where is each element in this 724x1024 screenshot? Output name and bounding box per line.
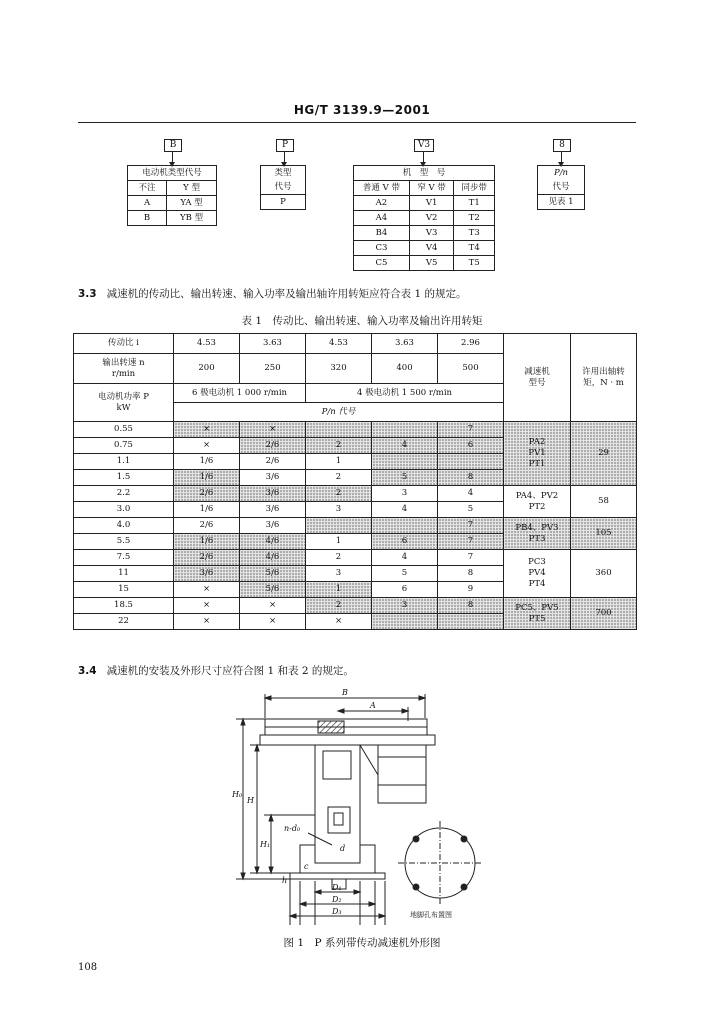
pn-cell	[306, 518, 372, 534]
reducer-group-4	[504, 550, 571, 598]
pn-cell: ×	[174, 422, 240, 438]
motor-type-cell: B	[128, 211, 167, 226]
power-label	[74, 384, 174, 422]
pn-cell: 2	[306, 486, 372, 502]
pn-cell: 2/6	[174, 550, 240, 566]
pn-cell: 3/6	[240, 502, 306, 518]
reducer-group-3	[504, 518, 571, 550]
dim-label-d3: D₃	[332, 907, 342, 916]
type-code-value: P	[261, 195, 306, 210]
power-cell: 18.5	[74, 598, 174, 614]
power-cell: 0.55	[74, 422, 174, 438]
pn-cell: 5	[372, 470, 438, 486]
motor-4pole-label: 4 极电动机 1 500 r/min	[306, 384, 504, 403]
pn-code-value: 见表 1	[538, 195, 585, 210]
motor-type-header: 电动机类型代号	[128, 166, 217, 181]
power-cell: 15	[74, 582, 174, 598]
pn-code-table	[537, 165, 585, 210]
pn-cell: 4	[372, 438, 438, 454]
pn-cell: 2/6	[240, 454, 306, 470]
code-box-type: P	[276, 139, 294, 152]
pn-cell: 4	[372, 502, 438, 518]
pn-cell: 8	[438, 566, 504, 582]
pn-code-line1: P/n	[538, 166, 585, 181]
pn-cell: 1	[306, 454, 372, 470]
power-cell: 1.1	[74, 454, 174, 470]
speed-cell: 200	[174, 354, 240, 384]
pn-cell: 3/6	[240, 470, 306, 486]
pn-cell: 1	[306, 534, 372, 550]
power-label-line1: 电动机功率 P	[98, 391, 149, 402]
pn-cell: 2	[306, 438, 372, 454]
figure1-drawing	[220, 685, 510, 930]
section-3-4	[78, 664, 638, 678]
speed-cell: 320	[306, 354, 372, 384]
dim-label-h: H	[247, 796, 254, 805]
pn-cell: 7	[438, 518, 504, 534]
page-number: 108	[78, 962, 98, 973]
pn-cell: 2	[306, 470, 372, 486]
torque-header	[571, 334, 637, 422]
frame-table-header: 机 型 号	[354, 166, 495, 181]
type-code-table	[260, 165, 306, 210]
reducer-header-line2: 型号	[528, 377, 546, 388]
reducer-model-header	[504, 334, 571, 422]
pn-cell: ×	[174, 582, 240, 598]
frame-cell: V5	[409, 256, 454, 271]
pn-cell: ×	[174, 438, 240, 454]
frame-col-header: 普通 V 带	[354, 181, 410, 196]
speed-label-line1: 输出转速 n	[102, 357, 145, 368]
frame-col-header: 窄 V 带	[409, 181, 454, 196]
torque-header-line1: 许用出轴转	[582, 366, 625, 377]
speed-cell: 500	[438, 354, 504, 384]
pn-cell	[372, 518, 438, 534]
reducer-group-1	[504, 422, 571, 486]
arrow-frame	[423, 151, 424, 163]
speed-label-line2: r/min	[111, 368, 136, 379]
torque-group-1: 29	[571, 422, 637, 486]
motor-type-cell: 不注	[128, 181, 167, 196]
power-cell: 11	[74, 566, 174, 582]
ratio-label: 传动比 i	[74, 334, 174, 354]
pn-cell: 6	[438, 438, 504, 454]
code-box-frame: V3	[414, 139, 434, 152]
pn-cell: ×	[174, 614, 240, 630]
pn-cell: 2	[306, 598, 372, 614]
code-box-motor: B	[164, 139, 182, 152]
pn-code-label: P/n 代号	[174, 403, 504, 422]
dim-label-nd0: n-d₀	[284, 824, 301, 833]
section-3-3	[78, 287, 638, 301]
power-cell: 2.2	[74, 486, 174, 502]
power-cell: 7.5	[74, 550, 174, 566]
pn-code-line2: 代号	[538, 180, 585, 195]
reducer-model: PC5、PV5	[515, 602, 559, 613]
code-box-pn: 8	[553, 139, 571, 152]
pn-cell: 3	[372, 486, 438, 502]
reducer-model: PC3	[528, 557, 546, 567]
dim-label-c: c	[304, 862, 309, 871]
arrow-type	[284, 151, 285, 163]
frame-cell: V4	[409, 241, 454, 256]
pn-cell: 3	[306, 502, 372, 518]
bolt-layout-label: 地脚孔布置图	[410, 911, 452, 919]
dim-label-a: A	[370, 701, 376, 710]
dim-label-d2: D₂	[332, 895, 342, 904]
dim-label-h1: H₁	[260, 840, 271, 849]
pn-cell: 5	[372, 566, 438, 582]
pn-cell: ×	[240, 422, 306, 438]
pn-cell: 5/6	[240, 582, 306, 598]
figure1-caption: 图 1 P 系列带传动减速机外形图	[283, 937, 441, 949]
dim-label-b: B	[342, 688, 348, 697]
section-3-3-text: 减速机的传动比、输出转速、输入功率及输出轴许用转矩应符合表 1 的规定。	[106, 288, 467, 300]
motor-type-table	[127, 165, 217, 226]
speed-cell: 400	[372, 354, 438, 384]
reducer-model: PA4、PV2	[515, 490, 559, 501]
pn-cell: 1	[306, 582, 372, 598]
torque-header-line2: 矩，N · m	[583, 377, 624, 388]
pn-cell	[438, 454, 504, 470]
type-code-line1: 类型	[261, 166, 306, 181]
pn-cell	[372, 454, 438, 470]
pn-cell: 1/6	[174, 534, 240, 550]
pn-cell	[372, 614, 438, 630]
pn-cell: 3	[372, 598, 438, 614]
power-cell: 4.0	[74, 518, 174, 534]
pn-cell: 2/6	[174, 518, 240, 534]
pn-cell: 8	[438, 598, 504, 614]
reducer-model: PT1	[528, 459, 546, 469]
frame-cell: V2	[409, 211, 454, 226]
pn-cell: 5	[438, 502, 504, 518]
frame-cell: T1	[454, 196, 495, 211]
section-3-3-number: 3.3	[78, 288, 97, 300]
reducer-group-2	[504, 486, 571, 518]
torque-group-2: 58	[571, 486, 637, 518]
type-code-line2: 代号	[261, 180, 306, 195]
pn-cell: 1/6	[174, 454, 240, 470]
reducer-model: PV4	[528, 568, 546, 578]
pn-cell: 1/6	[174, 502, 240, 518]
reducer-model: PT3	[528, 533, 546, 544]
power-cell: 1.5	[74, 470, 174, 486]
motor-type-cell: Y 型	[167, 181, 217, 196]
pn-cell: 7	[438, 422, 504, 438]
frame-cell: T2	[454, 211, 495, 226]
dim-label-h0: H₀	[232, 790, 243, 799]
pn-cell: 4	[438, 486, 504, 502]
dim-label-small-h: h	[282, 876, 288, 885]
frame-cell: C3	[354, 241, 410, 256]
reducer-model: PA2	[528, 437, 546, 447]
torque-group-4: 360	[571, 550, 637, 598]
pn-cell: ×	[240, 598, 306, 614]
pn-cell: ×	[306, 614, 372, 630]
frame-cell: T5	[454, 256, 495, 271]
frame-cell: C5	[354, 256, 410, 271]
power-cell: 22	[74, 614, 174, 630]
motor-type-cell: YB 型	[167, 211, 217, 226]
header-rule	[78, 122, 636, 123]
page-header-title: HG/T 3139.9—2001	[293, 103, 431, 117]
table1-caption: 表 1 传动比、输出转速、输入功率及输出许用转矩	[241, 315, 483, 327]
frame-table	[353, 165, 495, 271]
pn-cell: 3/6	[174, 566, 240, 582]
pn-cell: 5/6	[240, 566, 306, 582]
dim-label-d1: D₁	[332, 883, 342, 892]
pn-cell	[372, 422, 438, 438]
pn-cell: 3/6	[240, 518, 306, 534]
pn-cell: 4/6	[240, 550, 306, 566]
pn-cell: 1/6	[174, 470, 240, 486]
arrow-motor	[172, 151, 173, 163]
frame-cell: A2	[354, 196, 410, 211]
pn-cell: 6	[372, 534, 438, 550]
frame-cell: V3	[409, 226, 454, 241]
frame-cell: A4	[354, 211, 410, 226]
frame-cell: T4	[454, 241, 495, 256]
pn-cell	[306, 422, 372, 438]
frame-cell: V1	[409, 196, 454, 211]
power-cell: 5.5	[74, 534, 174, 550]
torque-group-5: 700	[571, 598, 637, 630]
pn-cell: ×	[174, 598, 240, 614]
power-label-line2: kW	[116, 402, 131, 413]
section-3-4-text: 减速机的安装及外形尺寸应符合图 1 和表 2 的规定。	[106, 665, 354, 677]
reducer-group-5	[504, 598, 571, 630]
reducer-model: PT2	[528, 501, 546, 512]
table1	[73, 333, 637, 630]
frame-col-header: 同步带	[454, 181, 495, 196]
pn-cell: ×	[240, 614, 306, 630]
frame-cell: T3	[454, 226, 495, 241]
pn-cell: 7	[438, 550, 504, 566]
reducer-header-line1: 减速机	[524, 366, 550, 377]
pn-cell	[438, 614, 504, 630]
frame-cell: B4	[354, 226, 410, 241]
ratio-cell: 3.63	[240, 334, 306, 354]
dim-label-d: d	[340, 844, 346, 853]
arrow-pn	[561, 151, 562, 163]
pn-cell: 4	[372, 550, 438, 566]
pn-cell: 4/6	[240, 534, 306, 550]
pn-cell: 6	[372, 582, 438, 598]
torque-group-3: 105	[571, 518, 637, 550]
pn-cell: 3/6	[240, 486, 306, 502]
ratio-cell: 4.53	[306, 334, 372, 354]
reducer-model: PB4、PV3	[515, 522, 559, 533]
ratio-cell: 2.96	[438, 334, 504, 354]
pn-cell: 9	[438, 582, 504, 598]
power-cell: 3.0	[74, 502, 174, 518]
motor-type-cell: YA 型	[167, 196, 217, 211]
reducer-model: PT4	[528, 579, 546, 589]
motor-type-cell: A	[128, 196, 167, 211]
ratio-cell: 4.53	[174, 334, 240, 354]
pn-cell: 3	[306, 566, 372, 582]
power-cell: 0.75	[74, 438, 174, 454]
motor-6pole-label: 6 极电动机 1 000 r/min	[174, 384, 306, 403]
speed-label	[74, 354, 174, 384]
reducer-model: PT5	[528, 613, 546, 624]
ratio-cell: 3.63	[372, 334, 438, 354]
pn-cell: 2/6	[240, 438, 306, 454]
pn-cell: 7	[438, 534, 504, 550]
section-3-4-number: 3.4	[78, 665, 97, 677]
reducer-model: PV1	[528, 448, 546, 458]
pn-cell: 2/6	[174, 486, 240, 502]
pn-cell: 2	[306, 550, 372, 566]
speed-cell: 250	[240, 354, 306, 384]
pn-cell: 8	[438, 470, 504, 486]
